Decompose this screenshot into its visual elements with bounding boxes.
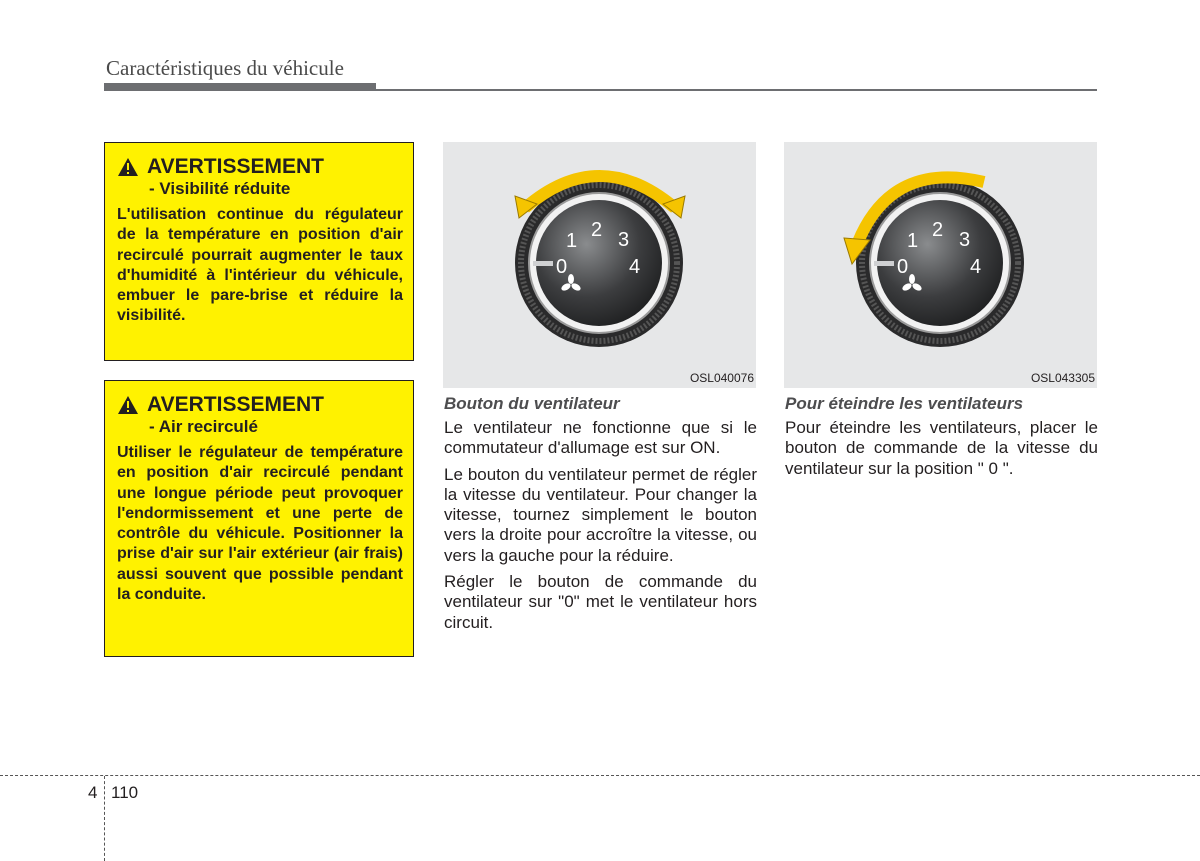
figure-code: OSL040076 <box>689 371 754 385</box>
header-title: Caractéristiques du véhicule <box>106 56 344 80</box>
section-title: Bouton du ventilateur <box>444 394 620 413</box>
warning-heading-text: AVERTISSEMENT <box>147 393 324 416</box>
section-paragraph: Le ventilateur ne fonctionne que si le commutateur d'allumage est sur ON. <box>444 418 757 458</box>
section-paragraph: Régler le bouton de commande du ventilateur sur "0" met le ventilateur hors circuit. <box>444 572 757 632</box>
dial-label-2: 2 <box>591 219 603 241</box>
dial-label-1: 1 <box>566 230 578 252</box>
warning-triangle-icon <box>117 395 139 415</box>
warning-triangle-icon <box>117 157 139 177</box>
warning-heading-text: AVERTISSEMENT <box>147 155 324 178</box>
figure-fan-knob-adjust <box>443 142 756 388</box>
warning-subheading: - Visibilité réduite <box>149 179 291 198</box>
dial-label-0: 0 <box>556 256 568 278</box>
header-rule-thin <box>104 89 1097 91</box>
footer-rule <box>0 775 1200 776</box>
fan-knob-illustration <box>784 142 1097 388</box>
warning-box-visibility <box>104 142 414 361</box>
dial-label-4: 4 <box>970 256 982 278</box>
warning-heading <box>117 393 403 417</box>
warning-subheading: - Air recirculé <box>149 417 258 436</box>
dial-label-4: 4 <box>629 256 641 278</box>
footer-vertical-rule <box>104 776 105 861</box>
section-fan-off <box>785 394 1098 485</box>
warning-box-recirculation <box>104 380 414 657</box>
section-paragraph: Pour éteindre les ventilateurs, placer le bouton de commande de la vitesse du ventilateur sur la position " 0 ". <box>785 418 1098 478</box>
fan-knob-illustration <box>443 142 756 388</box>
chapter-number: 4 <box>88 783 98 802</box>
figure-fan-knob-off <box>784 142 1097 388</box>
dial-label-0: 0 <box>897 256 909 278</box>
dial-label-1: 1 <box>907 230 919 252</box>
warning-heading <box>117 155 403 179</box>
dial-label-3: 3 <box>618 229 630 251</box>
dial-label-2: 2 <box>932 219 944 241</box>
page-number: 110 <box>111 783 139 802</box>
warning-body: L'utilisation continue du régulateur de la température en position d'air recirculé pourrait augmenter le taux d'humidité à l'intérieur du véhicule, embuer le pare-brise et réduire la visibilité. <box>117 206 403 325</box>
section-title: Pour éteindre les ventilateurs <box>785 394 1024 413</box>
warning-body: Utiliser le régulateur de température en position d'air recirculé pendant une longue période peut provoquer l'endormissement et une perte de contrôle du véhicule. Positionner la prise d'air sur l'air extérieur (air frais) aussi souvent que possible pendant la conduite. <box>117 444 403 604</box>
dial-label-3: 3 <box>959 229 971 251</box>
figure-code: OSL043305 <box>1030 371 1095 385</box>
section-fan-button <box>444 394 757 639</box>
section-paragraph: Le bouton du ventilateur permet de régler la vitesse du ventilateur. Pour changer la vitesse, tournez simplement le bouton vers la droite pour accroître la vitesse, ou vers la gauche pour la réduire. <box>444 464 757 565</box>
